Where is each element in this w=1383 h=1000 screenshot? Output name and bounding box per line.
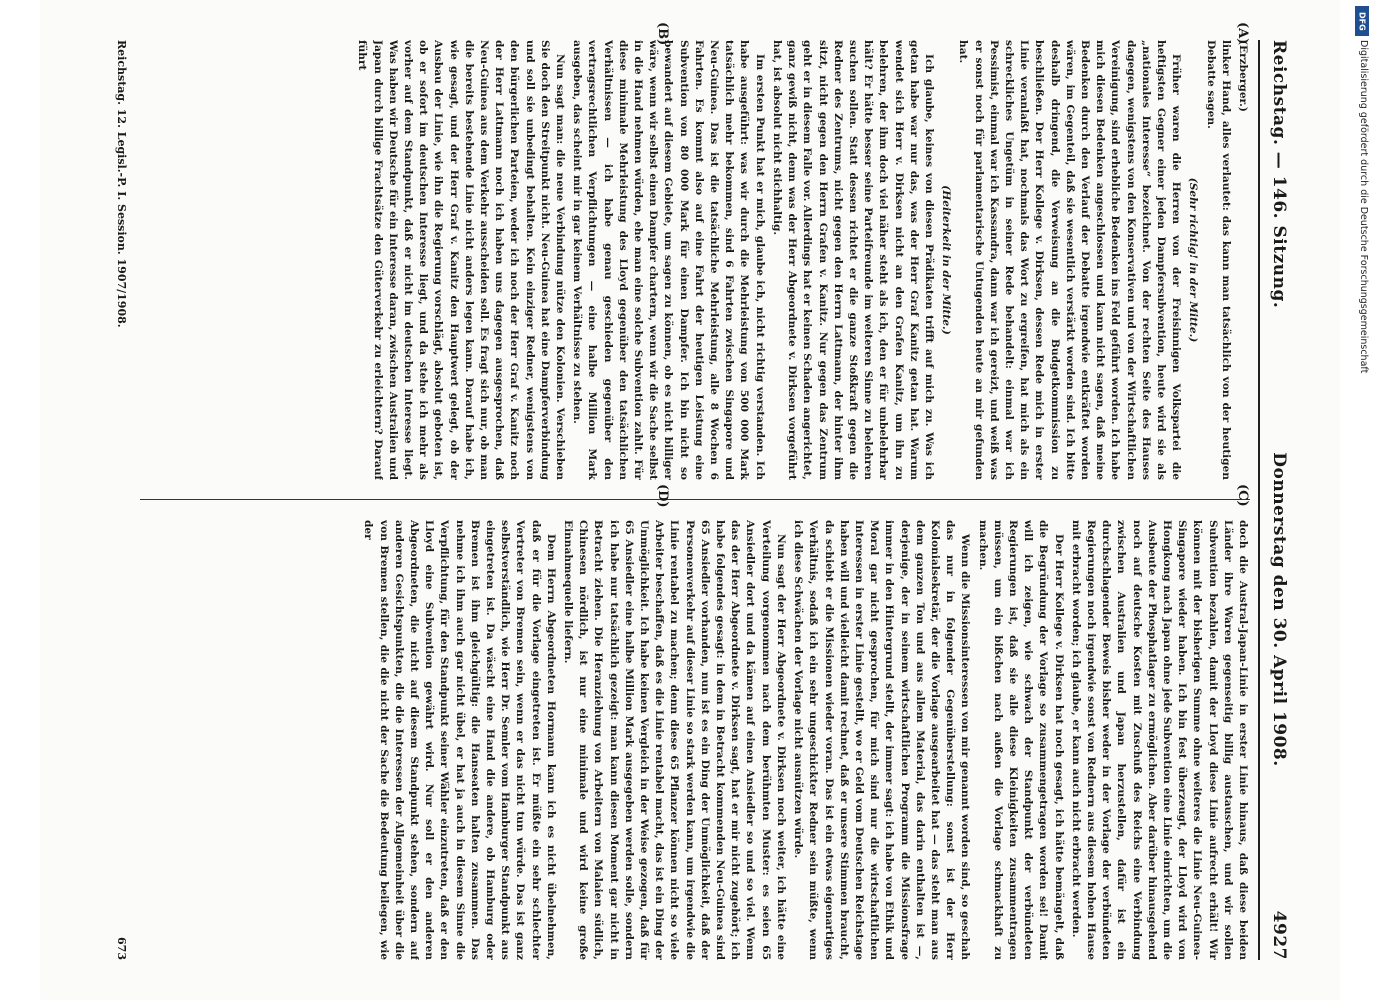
page-number: 4927	[1269, 910, 1289, 960]
footer-left: Reichstag. 12. Legisl.-P. I. Session. 1907/1908.	[115, 40, 129, 328]
paragraph: Nun sagt man: die neue Verbindung nütze den Kolonien. Verschieben Sie doch den Streitpunkt nicht. Neu-Guinea hat eine Dampferverbindung und soll sie unbedingt behalten. Kein einziger Redner, wenigstens von den bürgerlichen Parteien, weder ich noch der Herr Graf v. Kanitz noch der Herr Lattmann noch ich haben uns dagegen ausgesprochen, daß Neu-Guinea aus dem Verkehr ausscheiden soll. Es fragt sich nur, ob man die bereits bestehende Linie nicht anders legen kann. Darauf habe ich, wie gesagt, und der Herr Graf v. Kanitz den Hauptwert gelegt, ob der Ausbau der Linie, wie ihn die Regierung vorschlägt, absolut geboten ist, ob er sofort im deutschen Interesse liegt, und da stehe ich mehr als vorher auf dem Standpunkt, daß er nicht im deutschen Interesse liegt. Was haben wir Deutsche für ein Interesse daran, zwischen Australien und Japan durch billige Frachtsätze den Güterverkehr zu erleichtern? Darauf führt	[356, 40, 567, 480]
right-column	[140, 520, 1250, 960]
margin-marker-a: (A)	[1235, 22, 1250, 45]
paragraph: Nun sagt der Herr Abgeordnete v. Dirksen noch weiter, ich hätte eine Verteilung vorgenommen nach dem berühmten Muster: es seien 65 Ansiedler dort und da kämen auf einen Ansiedler so und so viel. Wenn das der Herr Abgeordnete v. Dirksen sagt, hat er mir nicht zugehört; ich habe folgendes gesagt: in dem in Betracht kommenden Neu-Guinea sind 65 Ansiedler vorhanden, nun ist es ein Ding der Unmöglichkeit, daß der Personenverkehr auf dieser Linie so stark werden kann, um irgendwie die Linie rentabel zu machen; denn diese 65 Pflanzer können nicht so viele Arbeiter beschaffen, daß es die Linie rentabel macht, das ist ein Ding der Unmöglichkeit. Ich habe keinen Vergleich in der Weise gezogen, daß für 65 Ansiedler eine halbe Million Mark ausgegeben werden solle, sondern ich habe nur tatsächlich gezeigt: man kann diesen Moment gar nicht in Betracht ziehen. Die Heranziehung von Arbeitern von Malaien südlich, Chinesen nördlich, ist nur eine minimale und wird keine große Einnahmequelle liefern.	[562, 520, 787, 960]
digitization-credit: Digitalisierung gefördert durch die Deutsche Forschungsgemeinschaft	[1358, 40, 1369, 374]
speaker-label: (Erzberger.)	[1237, 40, 1249, 112]
scanned-page	[40, 0, 1340, 1000]
paragraph: Im ersten Punkt hat er mich, glaube ich, nicht richtig verstanden. Ich habe ausgeführt: was wir durch die Mehrleistung von 500 000 Mark tatsächlich mehr bekommen, sind 6 Fahrten zwischen Singapore und Neu-Guinea. Das ist die tatsächliche Mehrleistung, alle 8 Wochen 6 Fahrten. Es kommt also auf eine Fahrt der heutigen Leistung eine Subvention von 80 000 Mark für einen Dampfer. Ich bin nicht so bewandert auf diesem Gebiete, um sagen zu können, ob es nicht billiger wäre, wenn wir selbst einen Dampfer chartern, wenn wir die Sache selbst in die Hand nehmen würden, ehe man eine solche Subvention zahlt. Für diese minimale Mehrleistung des Lloyd gegenüber den tatsächlichen Verhältnissen — ich habe genau geschieden gegenüber den vertragsrechtlichen Verpflichtungen — eine halbe Million Mark ausgeben, das scheint mir in gar keinem Verhältnisse zu stehen.	[571, 40, 766, 480]
interjection: (Heiterkeit in der Mitte.)	[940, 185, 953, 335]
footer-signature: 673	[115, 937, 129, 960]
left-column	[140, 40, 1250, 480]
digitization-margin	[1343, 0, 1383, 1000]
interjection: (Sehr richtig! in der Mitte.)	[1187, 177, 1200, 343]
page-footer	[110, 40, 134, 960]
paragraph: linker Hand, alles verlautet: das kann man tatsächlich von der heutigen Debatte sagen.	[1204, 40, 1232, 480]
paragraph: Früher waren die Herren von der Freisinnigen Volkspartei die heftigsten Gegner einer jeden Dampfersubvention, heute wird sie als „nationales Interesse“ bezeichnet. Von der rechten Seite des Hauses dagegen, wenigstens von den Konservativen und von der Wirtschaftlichen Vereinigung, sind erhebliche Bedenken ins Feld geführt worden. Ich habe mich diesen Bedenken angeschlossen und kann nicht sagen, daß meine Bedenken durch den Verlauf der Debatte irgendwie entkräftet worden wären, im Gegenteil, daß sie wesentlich verstärkt worden sind. Ich bitte deshalb dringend, die Verweisung an die Budgetkommission zu beschließen. Der Herr Kollege v. Dirksen, dessen Rede mich in erster Linie veranlaßt hat, nochmals das Wort zu ergreifen, hat mich als ein schreckliches Ungetüm in seiner Rede behandelt: einmal war ich Pessimist, einmal war ich Kassandra, dann war ich gereizt, und weiß was er sonst noch für parlamentarische Untugenden heute an mir gefunden hat.	[957, 40, 1183, 480]
margin-marker-b: (B)	[655, 22, 670, 46]
paragraph: Wenn die Missionsinteressen von mir genannt worden sind, so geschah das nur in folgender Gegenüberstellung: sonst ist der Herr Kolonialsekretär, der die Vorlage ausgearbeitet hat — das steht man aus dem ganzen Ton und aus allem Material, das darin enthalten ist —, derjenige, der in seinem wirtschaftlichen Programm die Missionsfrage immer in den Hintergrund stellt, der immer sagt: ich habe von Ethik und Moral gar nicht gesprochen, für mich sind nur die wirtschaftlichen Interessen in erster Linie gestellt, wo er Geld vom Deutschen Reichstage haben will und vielleicht damit rechnet, daß er unsere Stimmen braucht, da schiebt er die Missionen wieder voran. Das ist ein etwas eigenartiges Verhältnis, sodaß ich ein sehr ungeschickter Redner sein müßte, wenn ich diese Schwächen der Vorlage nicht ausnützen würde.	[792, 520, 972, 960]
paragraph: doch die Austral-Japan-Linie in erster Linie hinaus, daß diese beiden Länder ihre Waren gegenseitig billig austauschen, und wir sollen Subvention bezahlen, damit der Lloyd diese Linie aufrecht erhält! Wir können mit der bisherigen Summe ohne weiteres die Linie Neu-Guinea-Singapore wieder haben. Ich bin fest überzeugt, der Lloyd wird von Hongkong nach Japan ohne jede Subvention eine Linie einrichten, um die Ausbeute der Phosphatlager zu ermöglichen. Aber darüber hinausgehend noch auf deutsche Kosten mit Zuschuß des Reichs eine Verbindung zwischen Australien und Japan herzustellen, dafür ist ein durchschlagender Beweis bisher weder in der Vorlage der verbündeten Regierungen noch irgendwie sonst von Rednern aus diesem hohen Hause mit erbracht worden; ich glaube, er kann auch nicht erbracht werden.	[1069, 520, 1249, 960]
paragraph: Dem Herrn Abgeordneten Hormann kann ich es nicht übelnehmen, daß er für die Vorlage eingetreten ist. Er müßte ein sehr schlechter Vertreter von Bremen sein, wenn er das nicht tun würde. Das ist ganz selbstverständlich, wie Herr Dr. Semler vom Hamburger Standpunkt aus eingetreten ist. Da wäscht eine Hand die andere, ob Hamburg oder Bremen ist ihm gleichgültig: die Hanseaten halten zusammen. Das nehme ich ihm auch gar nicht übel, er hat ja auch in diesem Sinne die Verpflichtung, für den Standpunkt seiner Wähler einzutreten, daß er den Lloyd eine Subvention gewährt wird. Nur soll er den anderen Abgeordneten, die nicht auf diesem Standpunkt stehen, sondern auf anderen Gesichtspunkten, die die Interessen der Allgemeinheit über die von Bremen stellen, die die nicht der Sache die Bedeutung beilegen, wie der	[362, 520, 557, 960]
column-divider	[140, 499, 1250, 500]
paragraph: Der Herr Kollege v. Dirksen hat noch gesagt, ich hätte bemängelt, daß die Begründung der Vorlage so zusammengetragen worden sei! Damit will ich zeigen, wie schwach der Standpunkt der verbündeten Regierungen ist, daß sie alle diese Kleinigkeiten zusammentragen müssen, um ein bißchen nach außen die Vorlage schmackhaft zu machen.	[976, 520, 1065, 960]
margin-marker-c: (C)	[1235, 484, 1250, 507]
margin-marker-d: (D)	[655, 484, 670, 508]
rotated-page	[70, 20, 1310, 980]
header-left: Reichstag. — 146. Sitzung.	[1269, 40, 1289, 309]
dfg-logo: DFG	[1355, 6, 1369, 36]
paragraph: Ich glaube, keines von diesen Prädikaten trifft auf mich zu. Was ich getan habe war nur das, was der Herr Graf Kanitz getan hat. Warum wendet sich Herr v. Dirksen nicht an den Grafen Kanitz, um ihn zu belehren, der ihm doch viel näher steht als ich, den er für unbelehrbar hält? Er hätte besser seine Parteifreunde im weiteren Sinne zu belehren suchen sollen. Statt dessen richtet er die ganze Stoßkraft gegen die Redner des Zentrums, nicht gegen den Herrn Lattmann, der hinter ihm sitzt, nicht gegen den Herrn Grafen v. Kanitz. Nur gegen das Zentrum geht er in diesem Falle vor. Allerdings hat er keinen Schaden angerichtet, ganz gewiß nicht, denn was der Herr Abgeordnete v. Dirksen vorgeführt hat, ist absolut nicht stichhaltig.	[770, 40, 935, 480]
page-header	[1266, 40, 1292, 960]
header-rule	[1258, 40, 1260, 960]
header-date: Donnerstag den 30. April 1908.	[1269, 452, 1289, 767]
